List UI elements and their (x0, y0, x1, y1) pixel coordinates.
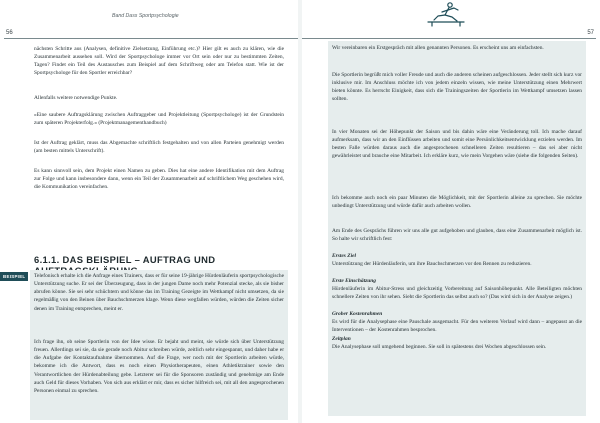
example-box-right (328, 41, 586, 416)
section-heading-costs: Grober Kostenrahmen (332, 311, 383, 317)
section-heading-schedule: Zeitplan (332, 336, 351, 342)
page-number-left: 56 (6, 30, 13, 36)
left-paragraph-3: Ist der Auftrag geklärt, muss das Abgemachte schriftlich festgehalten und von allen Parteien genehmigt werden (am besten mittels Unterschrift). (34, 140, 284, 155)
header-rule-right (302, 38, 596, 39)
left-paragraph-4: Es kann sinnvoll sein, dem Projekt einen Namen zu geben. Dies hat eine andere Identifikation mit dem Auftrag zur Folge und kann insbesondere dann, wenn ein Teil der Zusammenarbeit auf schriftlichem Weg geschehen wird, die Kommunikation vereinfachen. (34, 168, 284, 191)
section-text-assessment: Hürdenläuferin im Abitur-Stress und gleichzeitig Vorbereitung auf Saisonhöhepunkt. Alle Beteiligten möchten schnellere Zeiten von ihr sehen. Sieht die Sportlerin das selbst auch so? (Das wird sich in der Analyse zeigen.) (332, 286, 582, 301)
right-paragraph-1: Wir vereinbaren ein Erstgespräch mit allen genannten Personen. Es erscheint uns am einfachsten. (332, 45, 544, 51)
section-title: 6.1.1. DAS BEISPIEL – AUFTRAG UND (34, 254, 216, 265)
section-text-schedule: Die Analysephase soll umgehend beginnen. Sie soll in spätestens drei Wochen abgeschlossen sein. (332, 344, 547, 350)
page-number-right: 57 (587, 30, 594, 36)
right-paragraph-5: Am Ende des Gesprächs führen wir uns alle gut aufgehoben und glauben, dass eine Zusammenarbeit möglich ist. So halte wir schriftlich fest: (332, 228, 582, 243)
running-head: Band Dass Sportpsychologie (112, 13, 179, 19)
left-paragraph-1: nächsten Schritte aus (Analysen, definitive Zielsetzung, Einführung etc.)? Hier gilt es auch zu klären, wie die Zusammenarbeit aussehen soll. Wird der Sportpsychologe immer vor Ort sein oder nur zu bestimmten Zeiten, Tagen? Findet ein Teil des Austausches zum Beispiel auf dem Schriftweg oder am Telefon statt. Wie ist der Sportpsychologe für den Sportler erreichbar? (34, 46, 284, 77)
right-paragraph-3: In vier Monaten sei der Höhepunkt der Saison und bis dahin wäre eine Veränderung toll. Ich mache darauf aufmerksam, dass wir an den Einflüssen arbeiten und somit eine Persönlichkeitsentwicklung erzielen werden. Im besten Falle würden daraus auch die angesprochenen schnelleren Zeiten resultieren – das sei aber nicht gewährleistet und brauche eine Mitarbeit. Ich erkläre kurz, wie mein Vorgehen wäre (siehe die folgenden Seiten). (332, 129, 582, 160)
right-paragraph-2: Die Sportlerin begrüßt mich voller Freude und auch die anderen scheinen aufgeschlossen. Jeder stellt sich kurz vor inklusive mir. Im Anschluss möchte ich von jedem einzeln wissen, wie meine Unterstützung einen Mehrwert bieten könnte. Es herrscht Einigkeit, dass sich die Trainingszeiten der Sportlerin im Wettkampf umsetzen lassen sollten. (332, 72, 582, 103)
section-text-costs: Es wird für die Analysephase eine Pauschale ausgemacht. Für den weiteren Verlauf wird dann – angepasst an die Interventionen – der Kostenrahmen besprochen. (332, 319, 582, 334)
hurdler-runner-icon (424, 0, 468, 28)
left-paragraph-2: Allenfalls weitere notwendige Punkte. (34, 95, 118, 101)
example-paragraph-2: Ich frage ihn, ob seine Sportlerin von der Idee wisse. Er bejaht und meint, sie würde sich über Unterstützung freuen. Allerdings sei sie, da sie gerade noch Abitur schreiben würde, zeitlich sehr eingespannt, und daher habe er die Aufgabe der Kontaktaufnahme übernommen. Auf die Frage, wer noch mit der Sportlerin arbeiten würde, bekomme ich die Antwort, dass es noch einen Physiotherapeuten, einen Athletiktrainer sowie den Verantwortlichen der Hürdenabteilung gebe. Letzterer sei für die Sponsoren zuständig und genehmige am Ende auch Geld für dieses Vorhaben. Von sich aus erklärt er mir, dass es sicher hilfreich sei, mit all den angesprochenen Personen einmal zu sprechen. (34, 339, 284, 394)
section-heading-goal: Erstes Ziel (332, 253, 357, 259)
right-paragraph-4: Ich bekomme auch noch ein paar Minuten die Möglichkeit, mit der Sportlerin alleine zu sprechen. Sie möchte unbedingt Unterstützung und würde dafür auch arbeiten wollen. (332, 195, 582, 210)
example-paragraph-1: Telefonisch erhalte ich die Anfrage eines Trainers, dass er für seine 19-jährige Hürdenläuferin sportpsychologische Unterstützung suche. Er sei der Überzeugung, dass in der jungen Dame noch mehr Potenzial stecke, als sie bisher abrufen könne. Sie sei sehr schüchtern und könne das im Training Gezeigte im Wettkampf nicht umsetzen, da sie regelmäßig von den Beinen über Bauchschmerzen klage. Wenn diese wegfallen würden, würden die Zeiten sicher denen im Training entsprechen, meint er. (34, 273, 284, 312)
beispiel-tag: BEISPIEL (0, 272, 28, 281)
header-rule-left (4, 38, 298, 39)
section-text-goal: Unterstützung der Hürdenläuferin, um ihre Bauchschmerzen vor den Rennen zu reduzieren. (332, 261, 532, 267)
section-heading-assessment: Erste Einschätzung (332, 278, 376, 284)
left-quote: »Eine saubere Auftragsklärung zwischen Auftraggeber und Projektleitung (Sportpsychologe) ist der Grundstein zum späteren Projekterfolg.« (Projektmanagementhandbuch) (34, 112, 284, 127)
example-box-left (30, 270, 288, 420)
left-page (0, 0, 298, 423)
right-page (302, 0, 600, 423)
